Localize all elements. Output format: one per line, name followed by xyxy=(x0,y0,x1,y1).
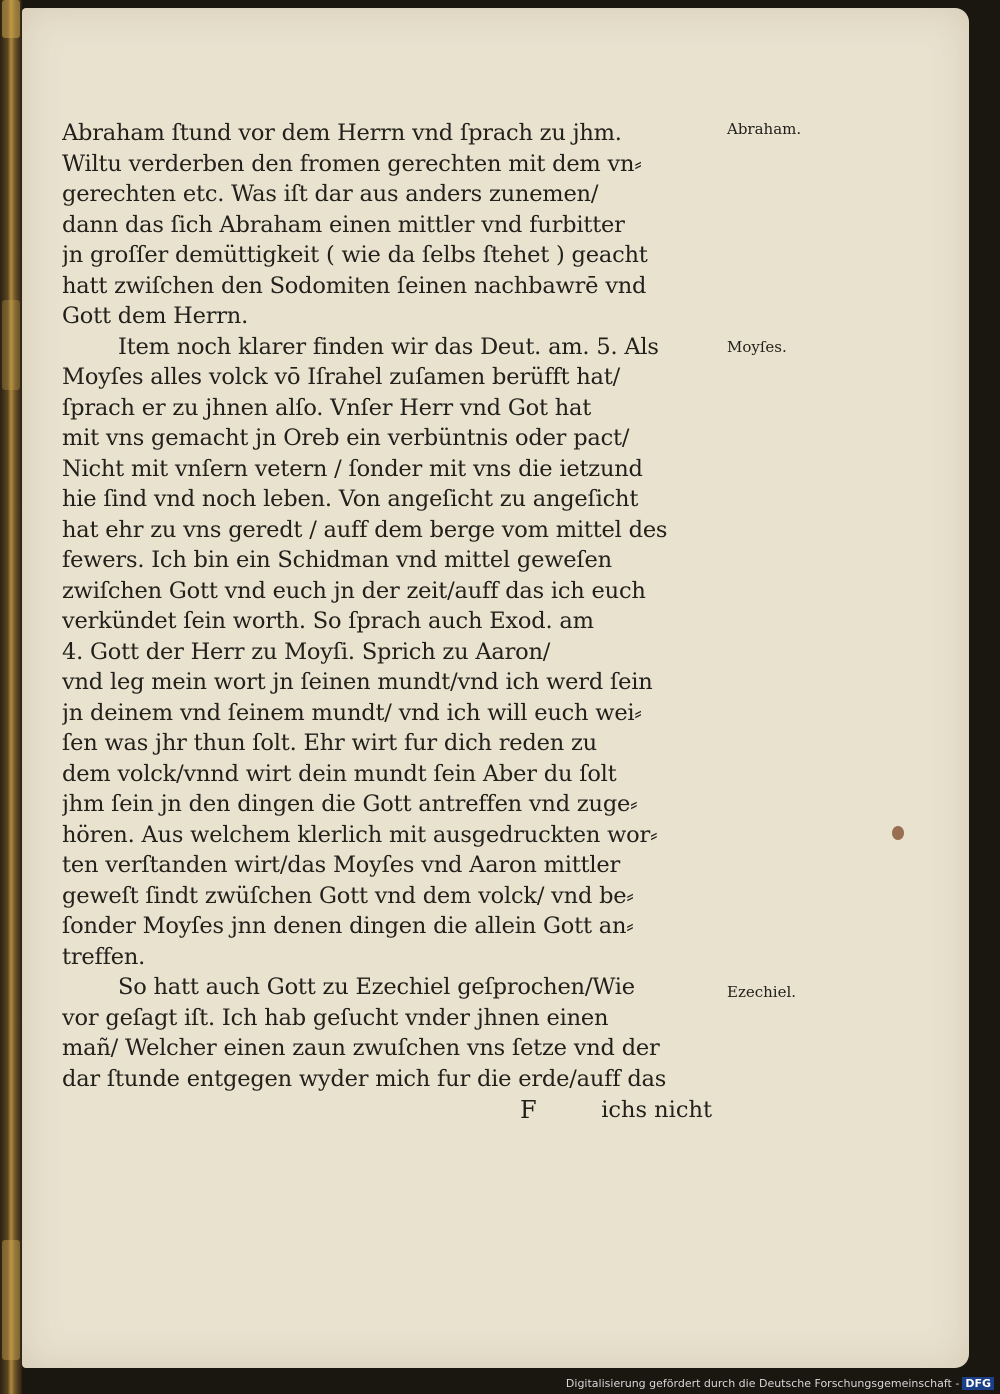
text-line: dem volck/vnnd wirt dein mundt ſein Aber du ſolt xyxy=(62,760,617,787)
text-line: ſen was jhr thun ſolt. Ehr wirt fur dich reden zu xyxy=(62,730,597,756)
catch-row xyxy=(62,1094,712,1126)
text-line: Gott dem Herrn. xyxy=(62,303,249,329)
text-line: geweſt ſindt zwüſchen Gott vnd dem volck/ vnd be⸗ xyxy=(62,882,634,909)
signature-mark: F xyxy=(520,1096,537,1124)
footer-text: Digitalisierung gefördert durch die Deutsche Forschungsgemeinschaft - xyxy=(565,1377,960,1390)
text-line: Abraham ſtund vor dem Herrn vnd ſprach zu jhm. xyxy=(62,120,622,146)
binding-wear xyxy=(2,300,20,390)
text-line: hatt zwiſchen den Sodomiten ſeinen nachbawrē vnd xyxy=(62,272,647,299)
binding-wear xyxy=(2,0,20,38)
book-page xyxy=(22,8,969,1368)
text-line: hören. Aus welchem klerlich mit ausgedruckten wor⸗ xyxy=(62,821,658,848)
text-line: hat ehr zu vns geredt / auff dem berge vom mittel des xyxy=(62,516,668,543)
binding-wear xyxy=(2,1240,20,1360)
text-line: verkündet ſein worth. So ſprach auch Exod. am xyxy=(62,608,594,634)
text-line: jn groſſer demüttigkeit ( wie da ſelbs ſtehet ) geacht xyxy=(62,242,648,268)
text-line: 4. Gott der Herr zu Moyſi. Sprich zu Aaron/ xyxy=(62,638,551,665)
text-line: dar ſtunde entgegen wyder mich fur die erde/auff das xyxy=(62,1065,667,1092)
digitization-footer xyxy=(566,1377,994,1390)
margin-note-moyses: Moyſes. xyxy=(727,338,787,356)
text-line: Moyſes alles volck vō Iſrahel zuſamen berüfft hat/ xyxy=(62,364,620,390)
text-line: jn deinem vnd ſeinem mundt/ vnd ich will euch wei⸗ xyxy=(62,699,642,726)
text-line: Wiltu verderben den fromen gerechten mit dem vn⸗ xyxy=(62,150,642,177)
text-line: mañ/ Welcher einen zaun zwuſchen vns ſetze vnd der xyxy=(62,1035,660,1061)
text-line: dann das ſich Abraham einen mittler vnd furbitter xyxy=(62,211,625,238)
text-line: hie ſind vnd noch leben. Von angeſicht zu angeſicht xyxy=(62,486,639,512)
text-line: jhm ſein jn den dingen die Gott antreffen vnd zuge⸗ xyxy=(62,791,638,817)
text-line: fewers. Ich bin ein Schidman vnd mittel geweſen xyxy=(62,547,612,573)
margin-note-ezechiel: Ezechiel. xyxy=(727,983,797,1001)
text-line: vor geſagt iſt. Ich hab geſucht vnder jhnen einen xyxy=(62,1004,609,1031)
text-line: treffen. xyxy=(62,943,146,970)
book-binding xyxy=(0,0,22,1394)
dfg-logo: DFG xyxy=(962,1377,994,1390)
text-line: ſprach er zu jhnen alſo. Vnſer Herr vnd Got hat xyxy=(62,394,592,421)
text-line: Item noch klarer finden wir das Deut. am. 5. Als xyxy=(118,333,659,360)
text-line: vnd leg mein wort jn ſeinen mundt/vnd ich werd ſein xyxy=(62,669,653,695)
text-line: gerechten etc. Was iſt dar aus anders zunemen/ xyxy=(62,181,599,207)
catchword: ichs nicht xyxy=(601,1097,712,1123)
ink-stain xyxy=(892,826,904,840)
text-line: ten verſtanden wirt/das Moyſes vnd Aaron mittler xyxy=(62,852,621,878)
body-text xyxy=(62,118,712,1126)
text-line: So hatt auch Gott zu Ezechiel geſprochen/Wie xyxy=(118,974,635,1000)
text-line: ſonder Moyſes jnn denen dingen die allein Gott an⸗ xyxy=(62,913,634,939)
text-line: zwiſchen Gott vnd euch jn der zeit/auff das ich euch xyxy=(62,577,646,604)
margin-note-abraham: Abraham. xyxy=(727,120,802,138)
text-line: mit vns gemacht jn Oreb ein verbüntnis oder pact/ xyxy=(62,425,630,451)
text-line: Nicht mit vnſern vetern / ſonder mit vns die ietzund xyxy=(62,455,643,482)
